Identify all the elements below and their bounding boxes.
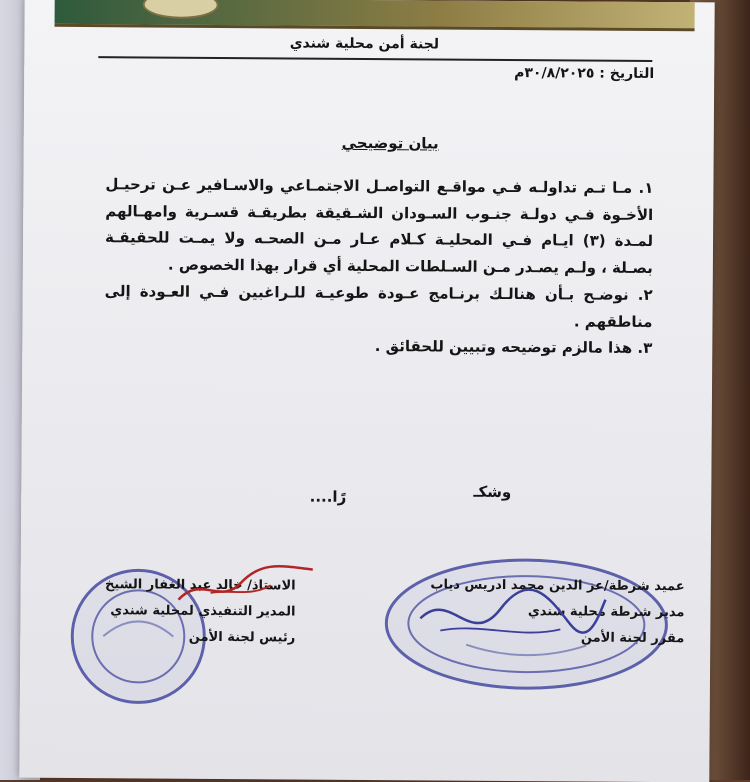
committee-name: لجنة أمن محلية شندي — [289, 35, 440, 53]
police-director-signature — [410, 578, 610, 649]
signatory-right-role: مقرر لجنة الأمن — [580, 630, 685, 647]
signatory-right-position: مدير شرطة محلية شندي — [527, 604, 685, 621]
executive-director-signature — [170, 555, 320, 616]
paragraph-1: ١. مـا تـم تداولـه فـي مواقـع التواصـل الاجتمـاعي والاسـافير عـن ترحيـل الأخـوة فـي دولـة جنـوب السـودان الشـقيقة بطريقـة قسـرية وامهـالهم لمـدة (٣) ايـام فـي المحليـة كـلام عـار مـن الصحـه ولا يمـت للحقيقـة بصـلة ، ولـم يصـدر مـن السـلطات المحلية أي قرار بهذا الخصوص . — [104, 175, 654, 278]
date-line: التاريخ : ٣٠/٨/٢٠٢٥م — [514, 65, 655, 82]
document — [49, 0, 694, 782]
paragraph-3: ٣. هذا مالزم توضيحه وتبيين للحقائق . — [374, 337, 653, 358]
signatory-left-role: رئيس لجنة الأمن — [188, 629, 296, 646]
closing-dots: رًا.... — [309, 487, 347, 506]
signatory-right-name: عميد شرطة/عز الدين محمد ادريس دياب — [430, 577, 685, 595]
paper-sheet — [19, 0, 714, 782]
paragraph-2: ٢. نوضـح بـأن هنالـك برنـامج عـودة طوعيـة للـراغبين فـي العـودة إلى مناطقهم . — [104, 281, 653, 331]
statement-title: بيان توضيحي — [341, 133, 439, 153]
signatory-left-position: المدير التنفيذي لمحلية شندي — [110, 603, 296, 620]
signatory-left-name: الاستاذ/ خالد عبد الغفار الشيخ — [104, 577, 296, 594]
header-divider — [98, 56, 652, 62]
statement-body — [104, 171, 653, 362]
closing-mark: وشكـ — [473, 482, 512, 502]
